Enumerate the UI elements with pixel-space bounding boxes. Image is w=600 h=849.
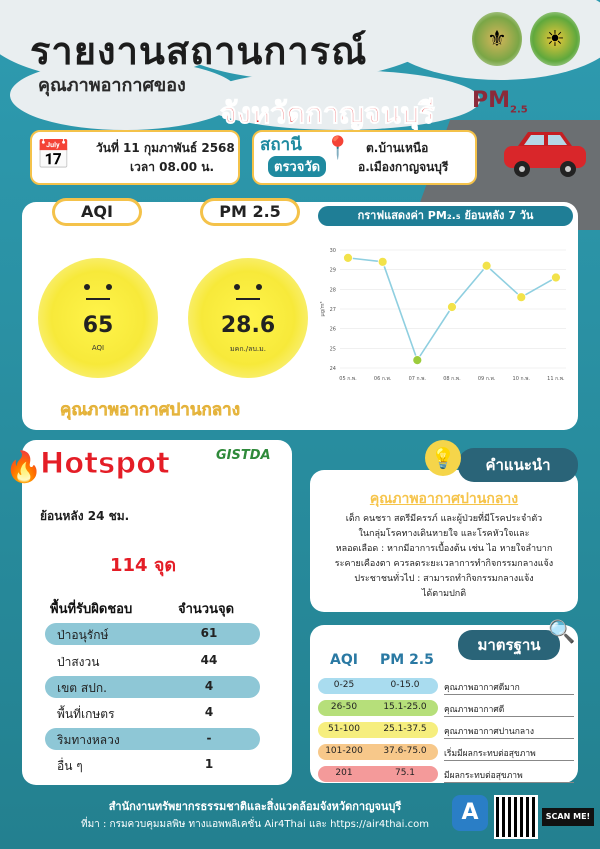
standard-pm-header: PM 2.5: [380, 652, 434, 668]
data-point: [447, 303, 456, 312]
advice-tag: คำแนะนำ: [458, 448, 578, 482]
y-tick-label: 26: [329, 326, 336, 333]
y-tick-label: 29: [329, 267, 336, 274]
standard-desc: เริ่มมีผลกระทบต่อสุขภาพ: [444, 746, 574, 761]
data-point: [344, 253, 353, 262]
hotspot-row: ป่าสงวน 44: [57, 653, 218, 669]
advice-text: เด็ก คนชรา สตรีมีครรภ์ และผู้ป่วยที่มีโรคประจำตัว ในกลุ่มโรคทางเดินหายใจ และโรคหัวใจและ หลอดเลือด : หากมีอาการเบื้องต้น เช่น ไอ หายใจลำบาก ระคายเคืองตา ควรลดระยะเวลาการทำกิจกรรมกลางแจ้ง ประชาชนทั่วไป : สามารถทำกิจกรรมกลางแจ้ง ได้ตามปกติ: [334, 514, 554, 599]
data-point: [551, 273, 560, 282]
standard-desc: มีผลกระทบต่อสุขภาพ: [444, 768, 574, 783]
aqi-value: 65: [82, 313, 114, 338]
aqi-unit: AQI: [91, 344, 105, 352]
y-tick-label: 27: [329, 307, 336, 313]
hotspot-row: ริมทางหลวง -: [45, 728, 260, 750]
station-subdistrict: ต.บ้านเหนือ: [366, 141, 429, 155]
hotspot-total: 114 จุด: [110, 555, 177, 576]
hotspot-col-area: พื้นที่รับผิดชอบ: [50, 602, 133, 617]
hotspot-row: อื่น ๆ 1: [57, 757, 214, 773]
station-label: สถานี: [260, 135, 302, 155]
footer-agency: สำนักงานทรัพยากรธรรมชาติและสิ่งแวดล้อมจังหวัดกาญจนบุรี: [108, 800, 402, 813]
x-tick-label: 07 ก.พ.: [408, 376, 427, 382]
x-tick-label: 10 ก.พ.: [512, 376, 531, 382]
pm25-7day-chart: [318, 240, 573, 388]
data-point: [517, 293, 526, 302]
footer-source: ที่มา : กรมควบคุมมลพิษ ทางแอพพลิเคชั่น Air4Thai และ https://air4thai.com: [81, 819, 429, 830]
report-date-box: [30, 130, 240, 185]
magnifier-icon: 🔍: [548, 620, 576, 645]
data-point: [378, 257, 387, 266]
standard-row: 51-100 25.1-37.5: [318, 722, 438, 738]
report-date: วันที่ 11 กุมภาพันธ์ 2568: [96, 141, 235, 155]
calendar-icon: 📅: [36, 138, 71, 171]
x-tick-label: 08 ก.พ.: [443, 376, 461, 382]
hotspot-row: พื้นที่เกษตร 4: [57, 705, 214, 721]
pm25-value: 28.6: [220, 313, 276, 338]
y-tick-label: 28: [329, 287, 336, 294]
page-title: รายงานสถานการณ์: [30, 29, 368, 73]
province-name: จังหวัดกาญจนบุรี: [220, 96, 435, 130]
map-pin-icon: 📍: [324, 136, 352, 161]
qr-code[interactable]: [494, 795, 538, 839]
y-tick-label: 24: [329, 366, 336, 372]
hotspot-row: ป่าอนุรักษ์ 61: [45, 623, 260, 645]
station-district: อ.เมืองกาญจนบุรี: [358, 160, 449, 174]
x-tick-label: 05 ก.พ.: [339, 376, 357, 382]
x-tick-label: 09 ก.พ.: [477, 376, 496, 382]
y-tick-label: 30: [329, 248, 336, 254]
hotspot-col-count: จำนวนจุด: [178, 602, 235, 617]
standard-row: 201 75.1: [318, 766, 438, 782]
standard-row: 101-200 37.6-75.0: [318, 744, 438, 760]
standard-aqi-header: AQI: [330, 652, 358, 668]
hotspot-row: เขต สปก. 4: [45, 676, 260, 698]
standard-desc: คุณภาพอากาศดีมาก: [444, 680, 574, 695]
agency-logo: ☀: [530, 12, 580, 66]
pm25-face-indicator: [188, 258, 308, 378]
hotspot-period: ย้อนหลัง 24 ชม.: [40, 509, 130, 523]
standard-row: 0-25 0-15.0: [318, 678, 438, 694]
air4thai-app-icon[interactable]: A: [452, 795, 488, 831]
flame-icon: 🔥: [5, 450, 43, 485]
report-time: เวลา 08.00 น.: [130, 160, 215, 174]
hotspot-title: Hotspot: [40, 446, 170, 480]
page-subtitle: คุณภาพอากาศของ: [38, 75, 186, 96]
standard-tag: มาตรฐาน: [458, 630, 560, 660]
car-illustration: [500, 126, 590, 178]
province-seal-logo: ⚜: [472, 12, 522, 66]
chart-title: กราฟแสดงค่า PM₂.₅ ย้อนหลัง 7 วัน: [318, 206, 573, 226]
air-quality-level: คุณภาพอากาศปานกลาง: [60, 400, 241, 420]
aqi-tag: AQI: [52, 198, 142, 226]
aqi-face-indicator: [38, 258, 158, 378]
standard-row: 26-50 15.1-25.0: [318, 700, 438, 716]
pm25-unit: มคก./ลบ.ม.: [230, 345, 266, 353]
data-point: [413, 356, 422, 365]
pm25-heading: $PM_{2.5}$: [472, 88, 528, 116]
data-point: [482, 261, 491, 270]
scan-me-label: SCAN ME!: [542, 808, 594, 826]
station-box: [252, 130, 477, 185]
lightbulb-icon: 💡: [425, 440, 461, 476]
standard-desc: คุณภาพอากาศดี: [444, 702, 574, 717]
advice-title: คุณภาพอากาศปานกลาง: [369, 491, 519, 507]
x-tick-label: 06 ก.พ.: [373, 376, 392, 382]
gistda-logo: GISTDA: [216, 448, 271, 463]
y-axis-label: µg/m³: [320, 301, 326, 317]
station-label-sub: ตรวจวัด: [268, 156, 326, 177]
standard-desc: คุณภาพอากาศปานกลาง: [444, 724, 574, 739]
pm25-tag: PM 2.5: [200, 198, 300, 226]
x-tick-label: 11 ก.พ.: [547, 376, 565, 382]
y-tick-label: 25: [329, 346, 336, 353]
